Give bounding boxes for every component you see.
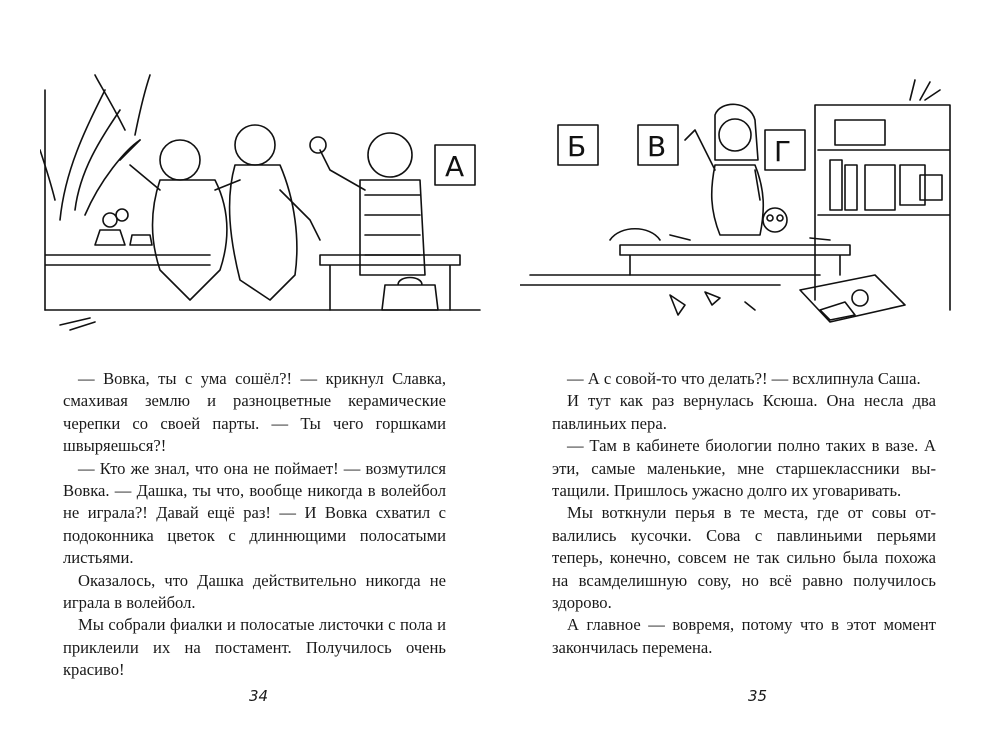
letter-card-text: Б <box>567 130 587 163</box>
illustration-broken-owl <box>520 70 960 340</box>
school-bag <box>382 278 438 311</box>
page-number: 35 <box>748 687 768 705</box>
floor-pieces <box>670 292 755 315</box>
left-page-text <box>63 368 446 682</box>
illustration-boys-fighting <box>40 70 485 340</box>
plant-on-shelf <box>910 80 940 100</box>
letter-card-text: В <box>647 130 667 163</box>
paragraph: А главное — вовремя, потому что в этот момент закончилась перемена. <box>552 615 936 657</box>
paragraph: — Кто же знал, что она не поймает! — возмутился Вовка. — Дашка, ты что, вообще никогда в волейбол не играла?! Давай ещё раз! — И Вовка схватил с подоконника цветок с длиннющими полосатыми листьями. <box>63 458 446 568</box>
paragraph: Мы собрали фиалки и полосатые листочки с пола и приклеили их на постамент. Получилось очень красиво! <box>63 615 446 680</box>
letter-card-text: А <box>445 150 465 183</box>
paragraph: Мы воткнули перья в те места, где от совы отвалились кусочки. Сова с павлиньими перьями теперь, конечно, совсем не так сильно была похожа на всамделишную сову, но всё равно получилось здорово. <box>552 503 936 613</box>
paragraph: — Вовка, ты с ума сошёл?! — крикнул Славка, смахивая землю и разноцветные керамические черепки со своей парты. — Ты чего горшками швыряешься?! <box>63 369 446 456</box>
paragraph: — Там в кабинете биологии полно таких в вазе. А эти, самые маленькие, мне старшеклассники вытащили. Пришлось ужасно долго их уговаривать. <box>552 436 936 501</box>
paragraph: И тут как раз вернулась Ксюша. Она несла два павлиньих пера. <box>552 391 936 433</box>
right-page-text <box>552 368 936 659</box>
page-number: 34 <box>249 687 269 705</box>
floor-debris <box>60 318 95 330</box>
right-page <box>500 0 1000 750</box>
paragraph: Оказалось, что Дашка действительно никогда не играла в волейбол. <box>63 570 446 613</box>
violet-flower <box>103 213 117 227</box>
boy-head <box>160 140 200 180</box>
floor-line <box>520 275 820 285</box>
thrown-plant <box>95 75 150 160</box>
letter-card-text: Г <box>774 135 792 168</box>
window-frame <box>45 90 210 310</box>
paragraph: — А с совой-то что делать?! — всхлипнула Саша. <box>567 369 921 388</box>
owl-figure <box>763 208 787 232</box>
desk <box>320 255 460 310</box>
flower-pot <box>95 230 152 245</box>
